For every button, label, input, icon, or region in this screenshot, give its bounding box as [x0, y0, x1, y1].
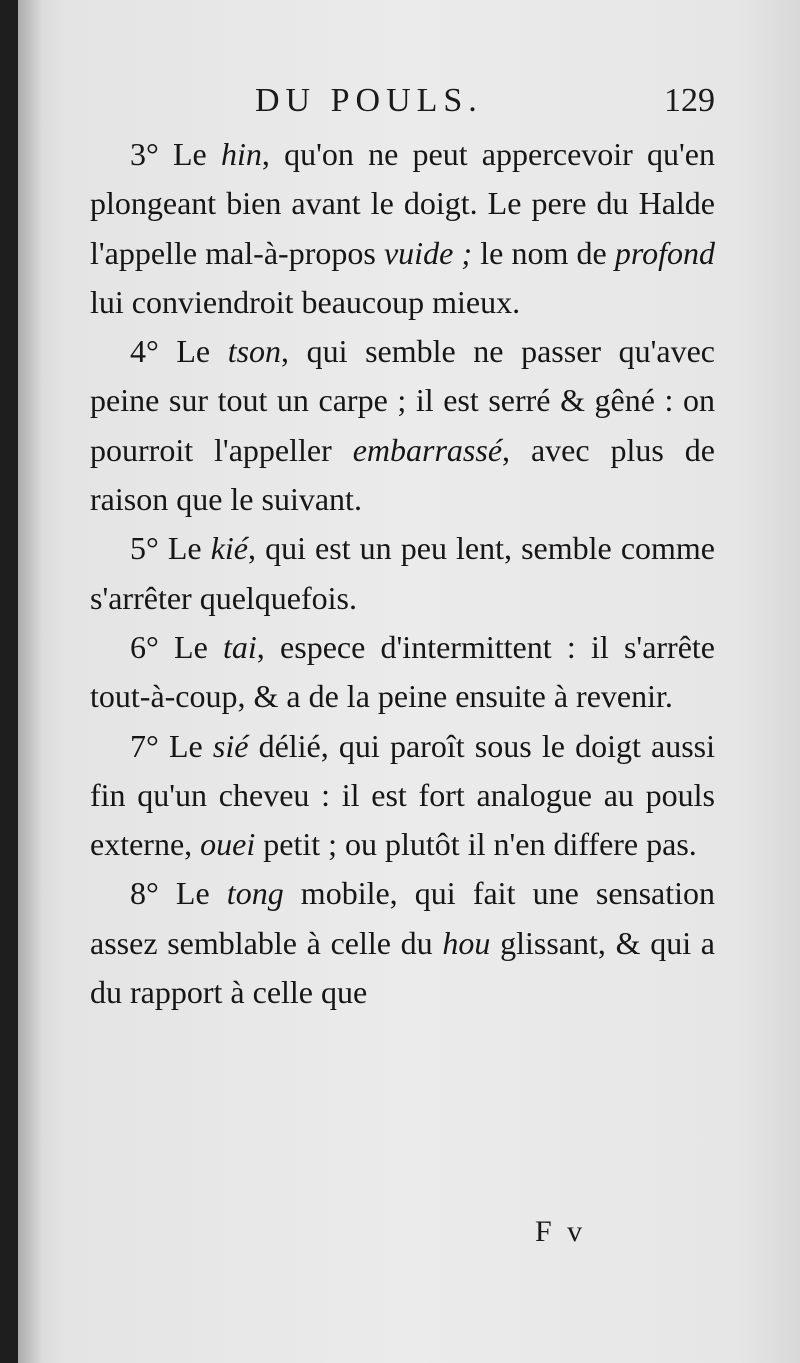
paragraph-7 — [90, 722, 715, 870]
text-segment: délié, qui paroît sous le doigt aussi fin qu'un cheveu : il est fort analogue au pouls externe, — [90, 727, 715, 863]
text-segment: 6° Le — [130, 628, 224, 665]
chinese-term: tson — [227, 333, 282, 370]
running-title: DU POULS. — [255, 82, 483, 119]
emphasized-term: vuide ; — [383, 234, 473, 271]
text-segment: , espece d'intermittent : il s'arrête tout-à-coup, & a de la peine ensuite à revenir. — [90, 628, 715, 715]
text-segment: petit ; ou plutôt il n'en differe pas. — [255, 826, 697, 863]
chinese-term: kié — [210, 530, 248, 567]
chinese-term: hou — [442, 924, 491, 961]
chinese-term: sié — [212, 727, 249, 764]
page-number: 129 — [664, 82, 715, 119]
text-segment: le nom de — [472, 234, 615, 271]
text-segment: lui conviendroit beaucoup mieux. — [90, 283, 521, 320]
text-segment: , qui semble ne passer qu'avec peine sur tout un carpe ; il est serré & gêné : on pourroit l'appeller — [90, 333, 716, 468]
paragraph-6 — [90, 623, 715, 722]
text-segment: 4° Le — [130, 333, 228, 370]
text-segment: 8° Le — [130, 875, 227, 912]
text-segment: 7° Le — [130, 727, 213, 764]
paragraph-5 — [90, 524, 715, 623]
running-head — [90, 82, 715, 132]
text-segment: 3° Le — [130, 136, 221, 172]
chinese-term: tong — [226, 875, 284, 912]
text-segment: glissant, & qui a du rapport à celle que — [90, 924, 716, 1011]
text-segment: , avec plus de raison que le suivant. — [90, 431, 716, 518]
spine-shadow — [18, 0, 42, 1363]
text-segment: mobile, qui fait une sensation assez semblable à celle du — [90, 875, 716, 961]
paragraph-3 — [90, 130, 715, 327]
text-segment: 5° Le — [130, 530, 211, 567]
paragraph-4 — [90, 327, 715, 524]
emphasized-term: embarrassé — [352, 431, 503, 468]
body-text — [90, 130, 715, 1017]
text-segment: , qui est un peu lent, semble comme s'arrêter quelquefois. — [90, 530, 715, 616]
text-segment: , qu'on ne peut appercevoir qu'en plongeant bien avant le doigt. Le pere du Halde l'appelle mal-à-propos — [90, 136, 716, 271]
signature-mark: F v — [535, 1215, 587, 1248]
chinese-term: hin — [220, 136, 262, 172]
paragraph-8 — [90, 869, 715, 1017]
chinese-term: ouei — [200, 826, 256, 863]
emphasized-term: profond — [614, 234, 716, 271]
chinese-term: tai — [223, 628, 257, 665]
